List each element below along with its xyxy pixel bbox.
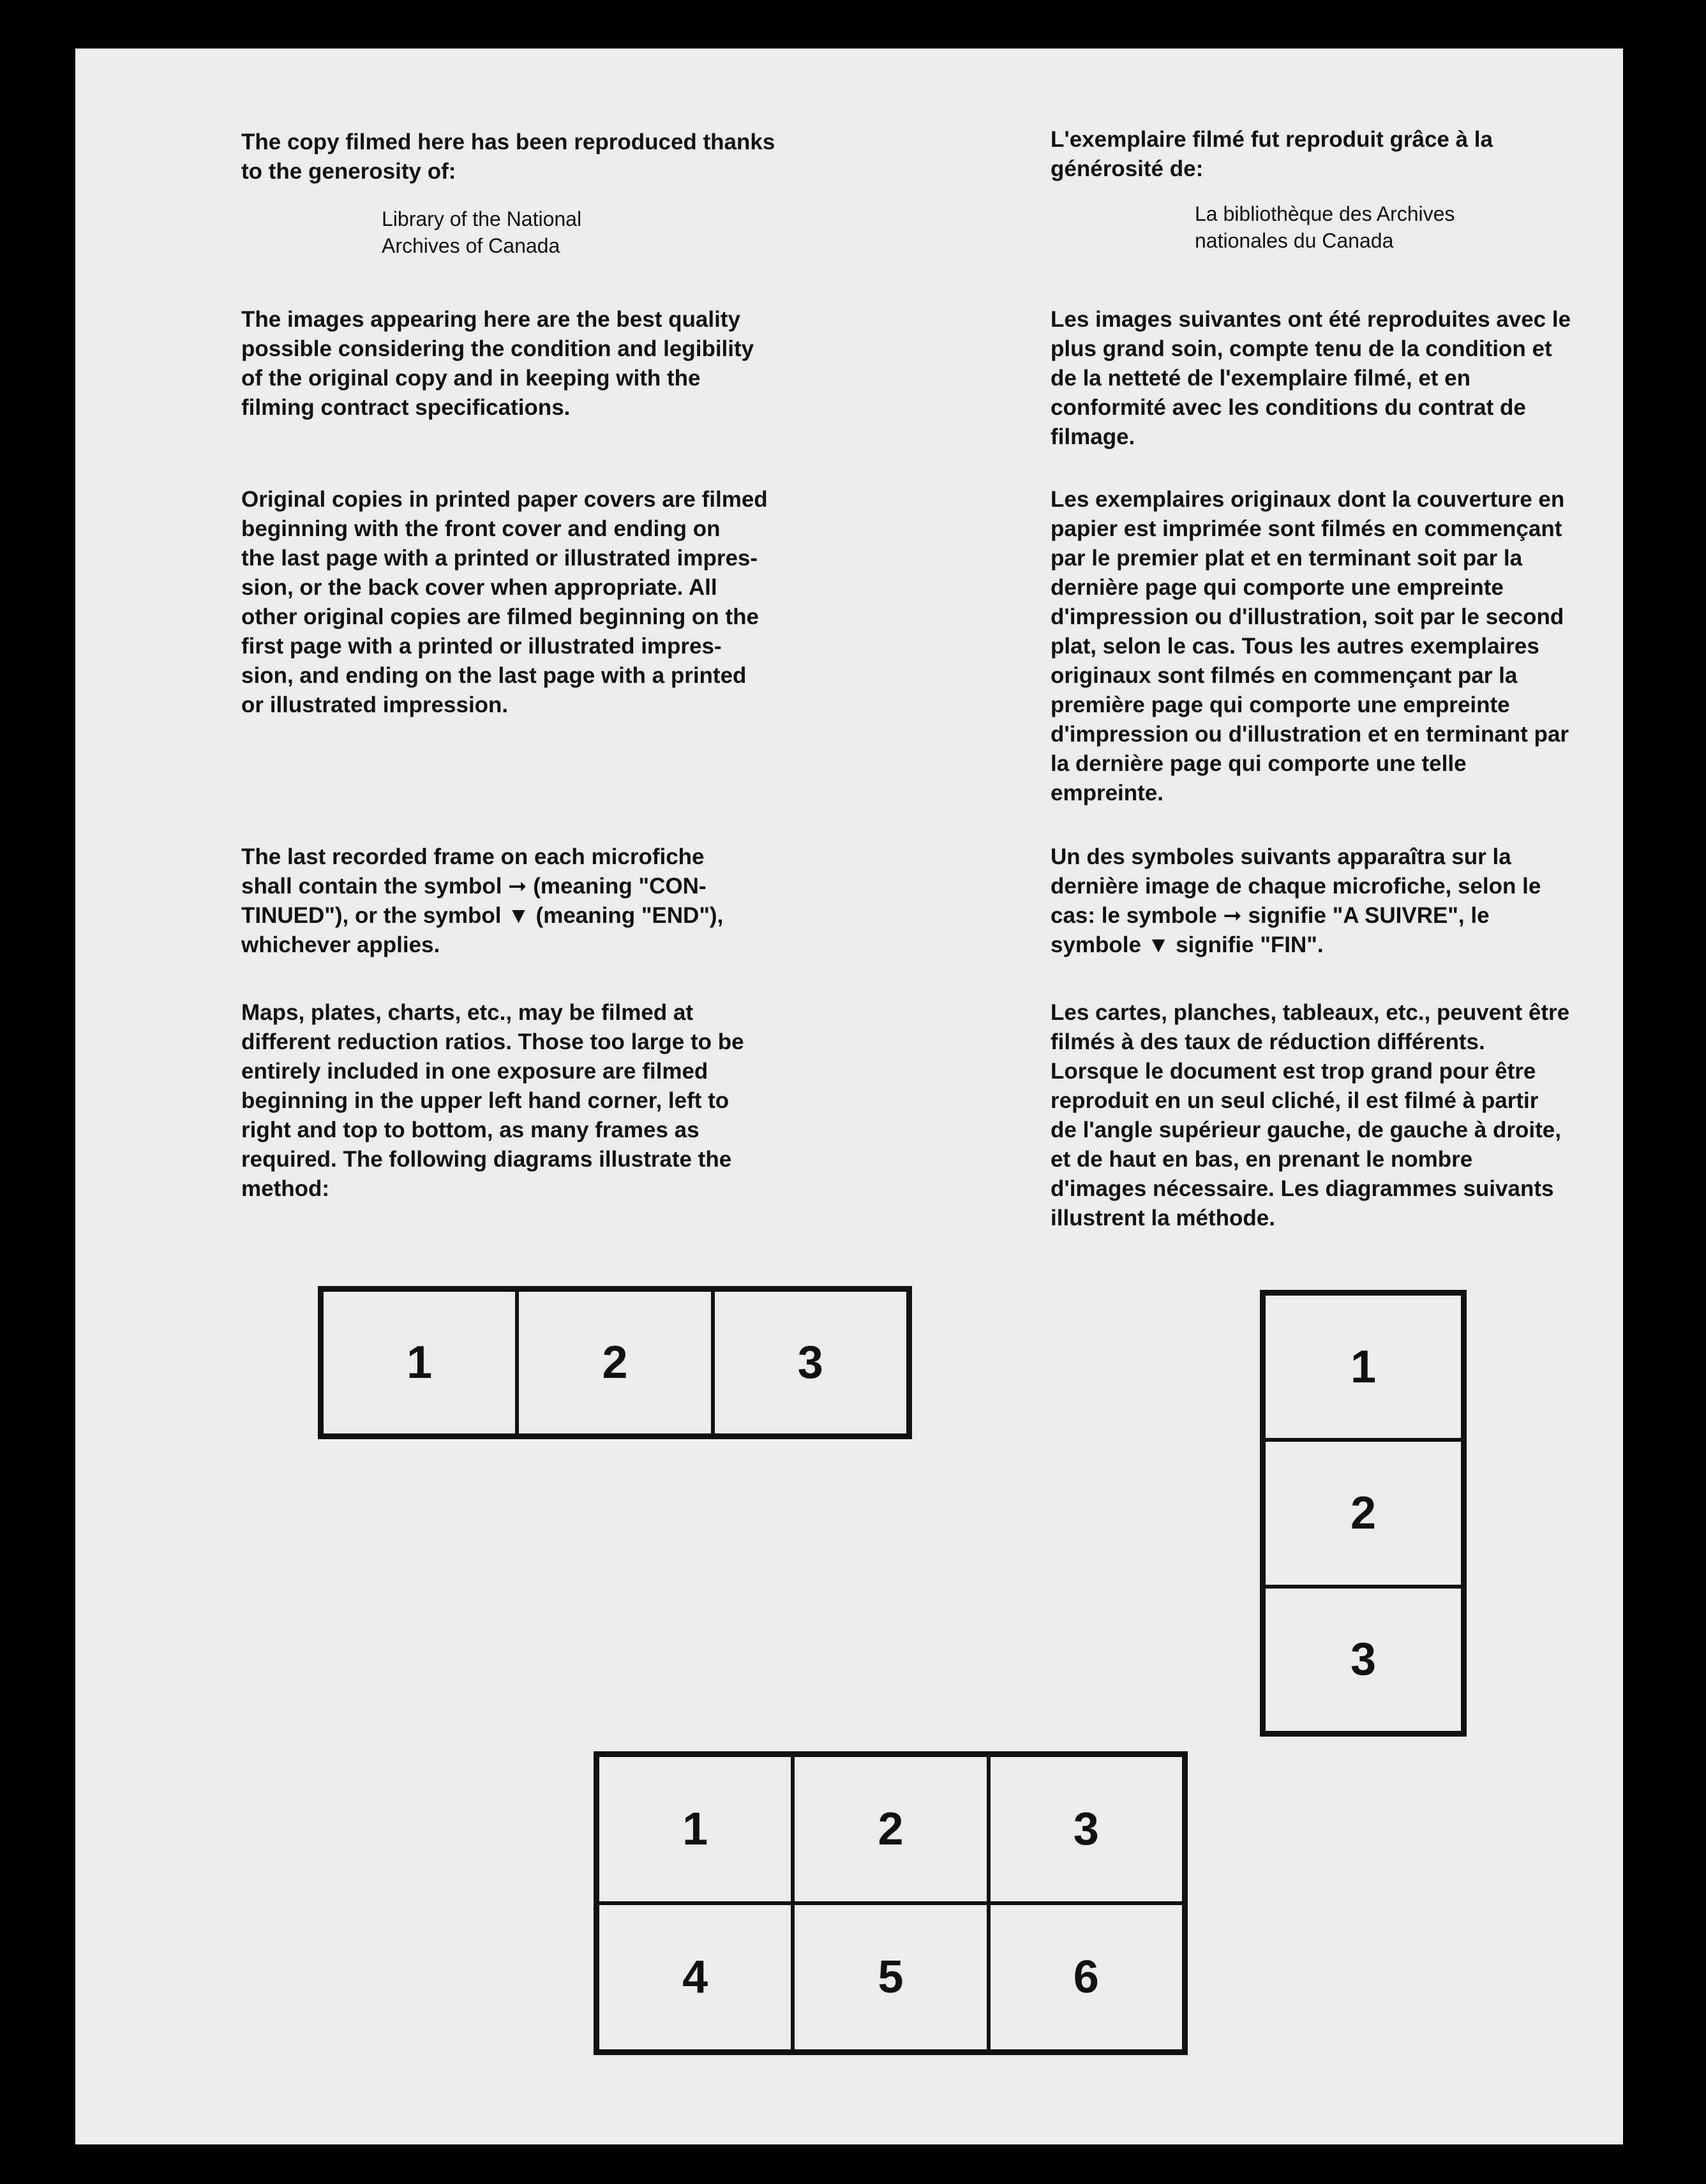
frame-cell: 3 (989, 1755, 1184, 1903)
frame-cell: 2 (793, 1755, 988, 1903)
french-symbols: Un des symboles suivants apparaîtra sur la dernière image de chaque microfiche, selon le cas: le symbole ➞ signifie "A SUIVRE", le symbole ▼ signifie "FIN". (1051, 844, 1541, 957)
frame-cell: 1 (322, 1290, 517, 1435)
english-institution: Library of the National Archives of Canada (382, 207, 582, 257)
frame-cell: 2 (517, 1290, 712, 1435)
horizontal-frame-diagram (318, 1286, 912, 1439)
frame-cell: 3 (1264, 1587, 1463, 1733)
french-covers: Les exemplaires originaux dont la couverture en papier est imprimée sont filmés en commençant par le premier plat et en terminant soit par la dernière page qui comporte une empreinte d'impression ou d'illustration, soit par le second plat, selon le cas. Tous les autres exemplaires originaux sont filmés en commençant par la première page qui comporte une empreinte d'impression ou d'illustration et en terminant par la dernière page qui comporte une telle empreinte. (1051, 487, 1569, 805)
frame-cell: 1 (1264, 1294, 1463, 1440)
english-symbols: The last recorded frame on each microfiche shall contain the symbol ➞ (meaning "CON- TINUED"), or the symbol ▼ (meaning "END"), whichever applies. (241, 844, 724, 957)
english-intro: The copy filmed here has been reproduced thanks to the generosity of: (241, 130, 775, 184)
frame-cell: 4 (597, 1903, 793, 2051)
french-institution: La bibliothèque des Archives nationales du Canada (1195, 202, 1455, 252)
frame-cell: 3 (713, 1290, 908, 1435)
french-maps: Les cartes, planches, tableaux, etc., peuvent être filmés à des taux de réduction différents. Lorsque le document est trop grand pour être reproduit en un seul cliché, il est filmé à partir de l'angle supérieur gauche, de gauche à droite, et de haut en bas, en prenant le nombre d'images nécessaire. Les diagrammes suivants illustrent la méthode. (1051, 1000, 1570, 1230)
english-quality: The images appearing here are the best quality possible considering the condition and legibility of the original copy and in keeping with the filming contract specifications. (241, 307, 754, 420)
frame-cell: 1 (597, 1755, 793, 1903)
english-covers: Original copies in printed paper covers are filmed beginning with the front cover and ending on the last page with a printed or illustrated impres- sion, or the back cover when appropriate. All other original copies are filmed beginning on the first page with a printed or illustrated impres- sion, and ending on the last page with a printed or illustrated impression. (241, 487, 768, 717)
frame-cell: 2 (1264, 1440, 1463, 1586)
frame-cell: 5 (793, 1903, 988, 2051)
french-intro: L'exemplaire filmé fut reproduit grâce à la générosité de: (1051, 127, 1493, 181)
frame-cell: 6 (989, 1903, 1184, 2051)
document-page (75, 49, 1623, 2144)
english-maps: Maps, plates, charts, etc., may be filmed at different reduction ratios. Those too large to be entirely included in one exposure are filmed beginning in the upper left hand corner, left to right and top to bottom, as many frames as required. The following diagrams illustrate the method: (241, 1000, 744, 1201)
french-quality: Les images suivantes ont été reproduites avec le plus grand soin, compte tenu de la condition et de la netteté de l'exemplaire filmé, et en conformité avec les conditions du contrat de filmage. (1051, 307, 1571, 449)
grid-frame-diagram (594, 1751, 1188, 2055)
vertical-frame-diagram (1260, 1290, 1467, 1737)
